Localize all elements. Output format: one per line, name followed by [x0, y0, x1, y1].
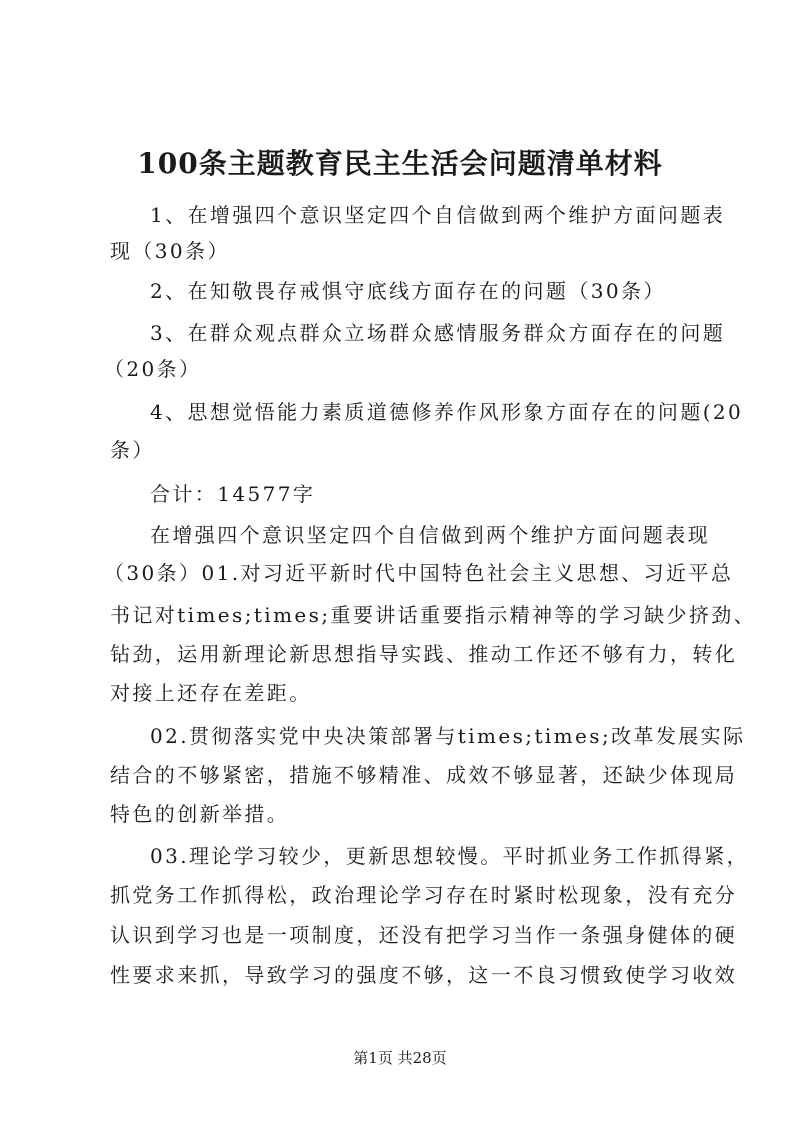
body-line: 对接上还存在差距。 — [110, 681, 312, 705]
page-number: 第1页 共28页 — [353, 1049, 447, 1067]
body-line: 认识到学习也是一项制度，还没有把学习当作一条强身健体的硬 — [110, 923, 738, 947]
body-line: 特色的创新举措。 — [110, 802, 290, 826]
body-line: 钻劲，运用新理论新思想指导实践、推动工作还不够有力，转化 — [110, 642, 738, 666]
toc-line: （20条） — [104, 357, 202, 381]
body-line: （30条）01.对习近平新时代中国特色社会主义思想、习近平总 — [104, 561, 734, 585]
toc-line: 现（30条） — [110, 239, 230, 263]
document-title: 100条主题教育民主生活会问题清单材料 — [137, 147, 663, 180]
body-line: 结合的不够紧密，措施不够精准、成效不够显著，还缺少体现局 — [110, 763, 738, 787]
body-line: 书记对times;times;重要讲话重要指示精神等的学习缺少挤劲、 — [110, 603, 757, 627]
body-line: 03.理论学习较少，更新思想较慢。平时抓业务工作抓得紧， — [150, 844, 750, 868]
word-count: 合计：14577字 — [150, 482, 316, 506]
body-line: 02.贯彻落实党中央决策部署与times;times;改革发展实际 — [150, 724, 746, 748]
toc-line: 2、在知敬畏存戒惧守底线方面存在的问题（30条） — [150, 279, 666, 303]
toc-line: 3、在群众观点群众立场群众感情服务群众方面存在的问题 — [150, 321, 726, 345]
body-line: 在增强四个意识坚定四个自信做到两个维护方面问题表现 — [150, 523, 710, 547]
toc-line: 4、思想觉悟能力素质道德修养作风形象方面存在的问题(20 — [150, 400, 744, 424]
toc-line: 条） — [110, 438, 155, 462]
body-line: 性要求来抓，导致学习的强度不够，这一不良习惯致使学习收效 — [110, 963, 738, 987]
body-line: 抓党务工作抓得松，政治理论学习存在时紧时松现象，没有充分 — [110, 883, 738, 907]
toc-line: 1、在增强四个意识坚定四个自信做到两个维护方面问题表 — [150, 203, 726, 227]
